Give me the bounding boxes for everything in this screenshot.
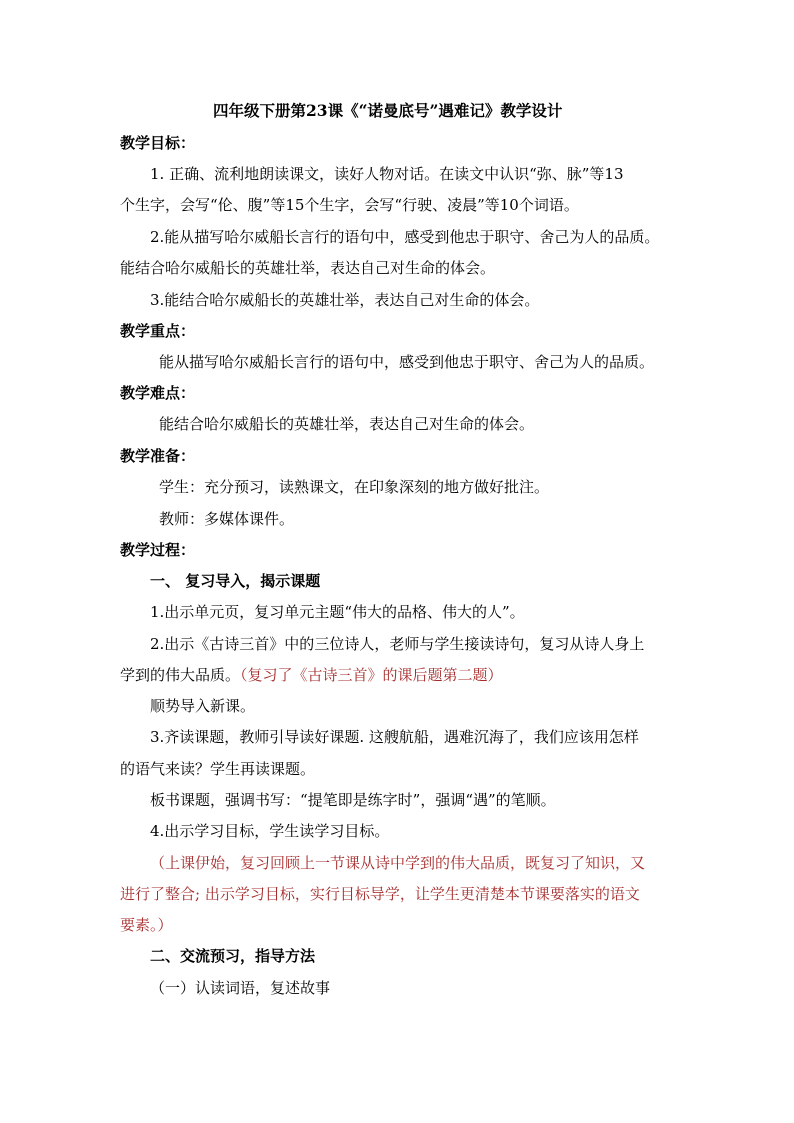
preparation-heading: 教学准备：: [120, 447, 196, 465]
section-2-sub-1: （一）认读词语，复述故事: [150, 979, 331, 997]
section-1-title: 一、 复习导入，揭示课题: [150, 572, 321, 590]
preparation-students: 学生：充分预习，读熟课文，在印象深刻的地方做好批注。: [159, 478, 550, 496]
section-1-note-line-3: 要素。）: [120, 916, 173, 934]
document-title: 四年级下册第23课《“诺曼底号”遇难记》教学设计: [213, 101, 563, 120]
section-1-step-2-line-1: 2.出示《古诗三首》中的三位诗人，老师与学生接读诗句，复习从诗人身上: [150, 635, 645, 653]
section-1-board: 板书课题，强调书写：“提笔即是练字时”，强调“遇”的笔顺。: [150, 791, 556, 809]
section-1-step-4: 4.出示学习目标，学生读学习目标。: [150, 822, 390, 840]
objective-1-line-2: 个生字，会写“伦、腹”等15个生字，会写“行驶、凌晨”等10个词语。: [120, 196, 579, 214]
key-points-heading: 教学重点：: [120, 322, 196, 340]
section-1-step-2-text: 学到的伟大品质。: [120, 666, 241, 684]
objective-1-line-1: 1. 正确、流利地朗读课文，读好人物对话。在读文中认识“弥、脉”等13: [150, 165, 624, 183]
objective-2-line-1: 2.能从描写哈尔威船长言行的语句中，感受到他忠于职守、舍己为人的品质。: [150, 228, 660, 246]
section-1-step-2-note: （复习了《古诗三首》的课后题第二题）: [240, 666, 503, 684]
section-1-step-3-line-2: 的语气来读？学生再读课题。: [120, 760, 316, 778]
section-1-note-line-1: （上课伊始，复习回顾上一节课从诗中学到的伟大品质，既复习了知识，又: [150, 854, 646, 872]
section-1-step-1: 1.出示单元页，复习单元主题“伟大的品格、伟大的人”。: [150, 603, 525, 621]
preparation-teacher: 教师：多媒体课件。: [159, 510, 295, 528]
section-1-step-3-line-1: 3.齐读课题，教师引导读好课题. 这艘航船，遇难沉海了，我们应该用怎样: [150, 728, 639, 746]
objective-2-line-2: 能结合哈尔威船长的英雄壮举，表达自己对生命的体会。: [120, 259, 496, 277]
section-1-note-line-2: 进行了整合; 出示学习目标，实行目标导学，让学生更清楚本节课要落实的语文: [120, 885, 640, 903]
section-2-title: 二、交流预习，指导方法: [150, 947, 316, 965]
key-points-text: 能从描写哈尔威船长言行的语句中，感受到他忠于职守、舍己为人的品质。: [159, 353, 655, 371]
objective-3: 3.能结合哈尔威船长的英雄壮举，表达自己对生命的体会。: [150, 291, 540, 309]
difficulties-heading: 教学难点：: [120, 384, 196, 402]
difficulties-text: 能结合哈尔威船长的英雄壮举，表达自己对生命的体会。: [159, 415, 535, 433]
section-1-step-2-line-2: [120, 665, 503, 685]
section-1-transition: 顺势导入新课。: [150, 697, 256, 715]
process-heading: 教学过程：: [120, 541, 196, 559]
objectives-heading: 教学目标：: [120, 134, 196, 152]
